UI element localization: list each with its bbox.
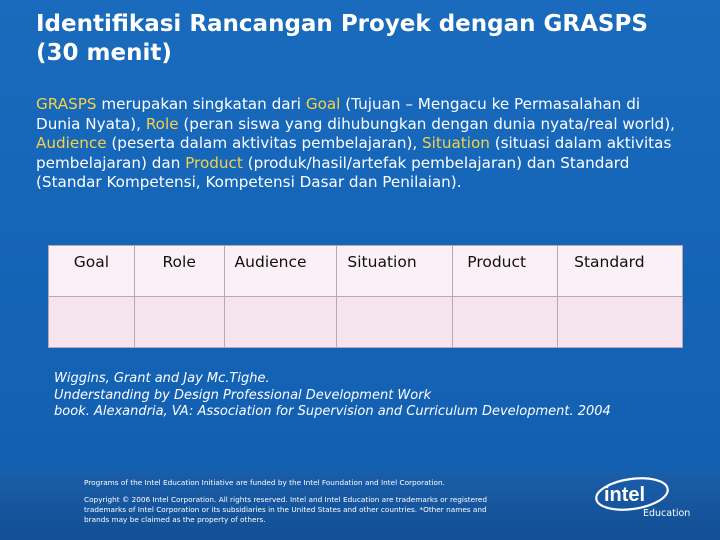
reference-citation bbox=[54, 371, 694, 421]
copyright-line: brands may be claimed as the property of others. bbox=[84, 515, 266, 524]
header-standard: Standard bbox=[558, 246, 683, 297]
header-situation: Situation bbox=[337, 246, 453, 297]
keyword-product: Product bbox=[185, 153, 243, 172]
intro-text: (Tujuan – Mengacu ke Permasalahan di Dunia Nyata), bbox=[36, 95, 641, 133]
keyword-situation: Situation bbox=[422, 134, 490, 152]
copyright-line: trademarks of Intel Corporation or its subsidiaries in the United States and other countries. *Other names and bbox=[84, 505, 487, 514]
intro-text: merupakan singkatan dari bbox=[96, 95, 306, 113]
footer-copyright bbox=[84, 495, 544, 525]
table-cell-standard[interactable] bbox=[558, 297, 683, 348]
intro-text: (peran siswa yang dihubungkan dengan dunia nyata/real world), bbox=[178, 114, 675, 133]
copyright-line: Copyright © 2006 Intel Corporation. All rights reserved. Intel and Intel Education are trademarks or registered bbox=[84, 495, 488, 504]
slide-title: Identifikasi Rancangan Proyek dengan GRASPS (30 menit) bbox=[36, 11, 648, 66]
table-header-row bbox=[49, 246, 683, 297]
table-cell-audience[interactable] bbox=[224, 297, 337, 348]
intro-paragraph bbox=[36, 95, 686, 193]
header-audience: Audience bbox=[224, 246, 337, 297]
intel-education-label: Education bbox=[643, 508, 691, 519]
keyword-grasps: GRASPS bbox=[36, 95, 97, 113]
reference-line: book. Alexandria, VA: Association for Supervision and Curriculum Development. 2004 bbox=[54, 404, 611, 419]
keyword-role: Role bbox=[145, 114, 179, 133]
table-row bbox=[49, 297, 683, 348]
footer-funding-note: Programs of the Intel Education Initiative are funded by the Intel Foundation and Intel Corporation. bbox=[84, 478, 445, 487]
intro-text: (produk/hasil/artefak pembelajaran) dan Standard (Standar Kompetensi, Kompetensi Dasar dan Penilaian). bbox=[36, 153, 630, 191]
intro-text: (situasi dalam aktivitas pembelajaran) dan bbox=[36, 134, 672, 172]
keyword-goal: Goal bbox=[305, 95, 341, 113]
grasps-table bbox=[48, 245, 683, 348]
header-product: Product bbox=[453, 246, 558, 297]
header-role: Role bbox=[134, 246, 224, 297]
table-cell-product[interactable] bbox=[453, 297, 558, 348]
table-cell-role[interactable] bbox=[134, 297, 224, 348]
keyword-audience: Audience bbox=[36, 134, 107, 152]
table-cell-situation[interactable] bbox=[337, 297, 453, 348]
reference-line: Understanding by Design Professional Development Work bbox=[54, 387, 432, 403]
reference-line: Wiggins, Grant and Jay Mc.Tighe. bbox=[54, 371, 270, 386]
intro-text: (peserta dalam aktivitas pembelajaran), bbox=[106, 134, 423, 152]
intel-wordmark: intel bbox=[604, 484, 646, 506]
header-goal: Goal bbox=[49, 246, 135, 297]
table-cell-goal[interactable] bbox=[49, 297, 135, 348]
